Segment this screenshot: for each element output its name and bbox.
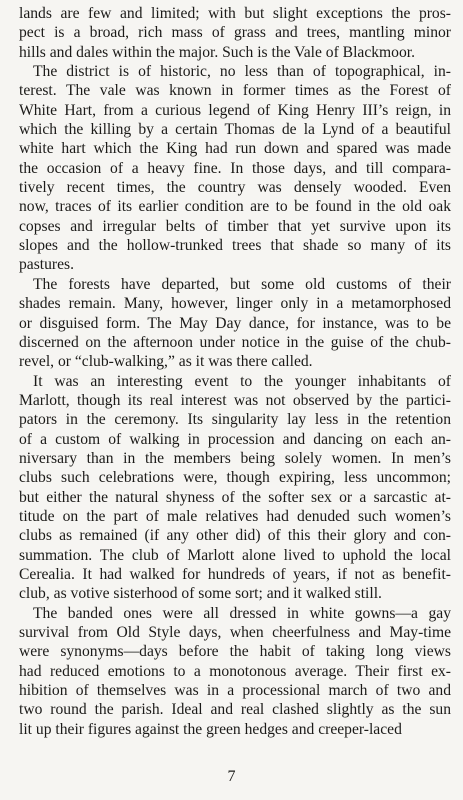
text-line: or disguised form. The May Day dance, for instance, was to be bbox=[19, 314, 451, 332]
text-line: slopes and the hollow-trunked trees that shade so many of its bbox=[19, 237, 451, 255]
text-line: the occasion of a heavy fine. In those days, and till compara- bbox=[19, 159, 451, 177]
paragraph bbox=[19, 4, 451, 62]
text-line: summation. The club of Marlott alone lived to uphold the local bbox=[19, 546, 451, 564]
text-line: clubs as remained (if any other did) of this their glory and con- bbox=[19, 527, 451, 545]
text-line: niversary than in the members being solely women. In men’s bbox=[19, 449, 451, 467]
text-line: copses and irregular belts of timber that yet survive upon its bbox=[19, 217, 451, 235]
paragraph bbox=[19, 62, 451, 275]
text-line: two round the parish. Ideal and real clashed slightly as the sun bbox=[19, 701, 451, 719]
text-line: shades remain. Many, however, linger only in a metamorphosed bbox=[19, 295, 451, 313]
text-line: revel, or “club-walking,” as it was there called. bbox=[19, 353, 313, 371]
text-line: Cerealia. It had walked for hundreds of years, if not as benefit- bbox=[19, 565, 451, 583]
text-line: discerned on the afternoon under notice in the guise of the chub- bbox=[19, 333, 451, 351]
text-line: had reduced emotions to a monotonous average. Their first ex- bbox=[19, 662, 451, 680]
text-line: survival from Old Style days, when cheerfulness and May-time bbox=[19, 624, 451, 641]
text-line: lands are few and limited; with but slight exceptions the pros- bbox=[19, 5, 451, 22]
paragraph bbox=[19, 372, 451, 604]
text-line: pect is a broad, rich mass of grass and trees, mantling minor bbox=[19, 24, 451, 42]
text-line: of a custom of walking in procession and dancing on each an- bbox=[19, 430, 451, 448]
text-line: hills and dales within the major. Such is the Vale of Blackmoor. bbox=[19, 43, 415, 61]
text-line: It was an interesting event to the younger inhabitants of bbox=[33, 372, 451, 390]
text-line: pastures. bbox=[19, 256, 74, 274]
text-line: The district is of historic, no less than of topographical, in- bbox=[33, 63, 451, 81]
text-line: club, as votive sisterhood of some sort; and it walked still. bbox=[19, 585, 382, 603]
text-line: Marlott, though its real interest was not observed by the partici- bbox=[19, 391, 451, 409]
paragraph bbox=[19, 275, 451, 372]
text-line: which the killing by a certain Thomas de la Lynd of a beautiful bbox=[19, 121, 451, 139]
text-line: were synonyms—days before the habit of taking long views bbox=[19, 643, 451, 661]
text-line: titude on the part of male relatives had denuded such women’s bbox=[19, 507, 451, 525]
body-text bbox=[19, 4, 451, 739]
page-number: 7 bbox=[227, 768, 236, 785]
text-line: clubs such celebrations were, though expiring, less uncommon; bbox=[19, 469, 451, 487]
text-line: terest. The vale was known in former times as the Forest of bbox=[19, 82, 451, 100]
text-line: White Hart, from a curious legend of King Henry III’s reign, in bbox=[19, 101, 451, 119]
text-line: The banded ones were all dressed in white gowns—a gay bbox=[33, 604, 451, 622]
paragraph bbox=[19, 604, 451, 739]
text-line: but either the natural shyness of the softer sex or a sarcastic at- bbox=[19, 488, 451, 506]
text-line: hibition of themselves was in a processional march of two and bbox=[19, 682, 451, 700]
text-line: The forests have departed, but some old customs of their bbox=[33, 275, 451, 293]
text-line: tively recent times, the country was densely wooded. Even bbox=[19, 179, 451, 197]
text-line: now, traces of its earlier condition are to be found in the old oak bbox=[19, 198, 451, 216]
text-line: white hart which the King had run down and spared was made bbox=[19, 140, 451, 158]
text-line: pators in the ceremony. Its singularity lay less in the retention bbox=[19, 411, 451, 429]
text-line: lit up their figures against the green hedges and creeper-laced bbox=[19, 720, 402, 738]
